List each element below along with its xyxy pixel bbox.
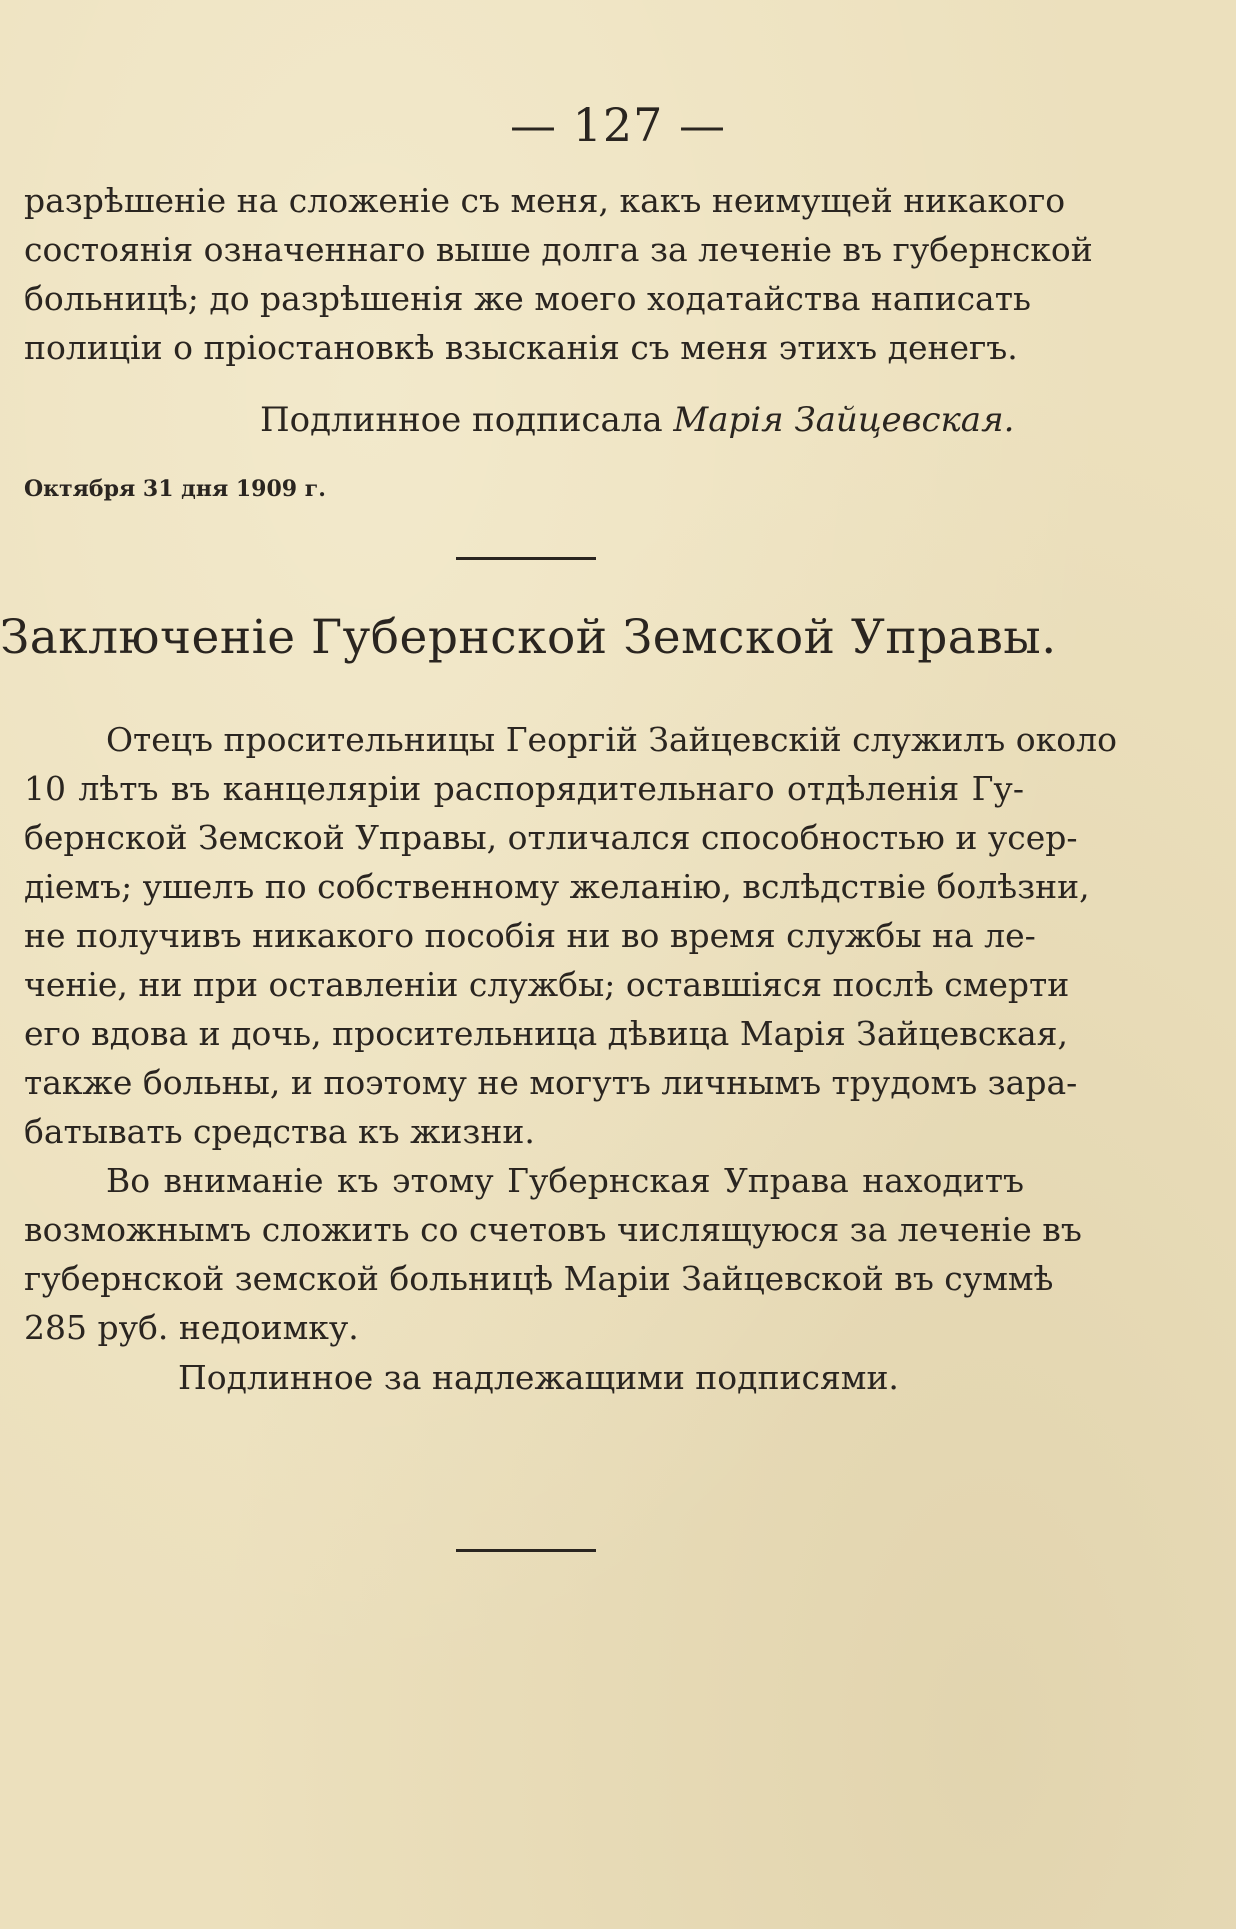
text-line: Отецъ просительницы Георгій Зайцевскій служилъ около — [106, 720, 1117, 759]
page-number: — 127 — — [509, 98, 727, 152]
text-line: полиціи о пріостановкѣ взысканія съ меня этихъ денегъ. — [24, 328, 1018, 367]
text-line: губернской земской больницѣ Маріи Зайцевской въ суммѣ — [24, 1259, 1054, 1298]
signature-line — [260, 400, 1014, 440]
text-line: ченіе, ни при оставленіи службы; оставшіяся послѣ смерти — [24, 965, 1070, 1004]
text-line: состоянія означеннаго выше долга за леченіе въ губернской — [24, 230, 1093, 269]
text-line: 285 руб. недоимку. — [24, 1308, 359, 1347]
text-line: больницѣ; до разрѣшенія же моего ходатайства написать — [24, 279, 1031, 318]
section-divider — [456, 1549, 596, 1552]
conclusion-text — [24, 715, 1117, 1352]
text-line: діемъ; ушелъ по собственному желанію, вслѣдствіе болѣзни, — [24, 867, 1090, 906]
text-line: возможнымъ сложить со счетовъ числящуюся за леченіе въ — [24, 1210, 1082, 1249]
text-line: батывать средства къ жизни. — [24, 1112, 535, 1151]
text-line: также больны, и поэтому не могутъ личнымъ трудомъ зара- — [24, 1063, 1078, 1102]
text-line: бернской Земской Управы, отличался способностью и усер- — [24, 818, 1078, 857]
petition-date: Октября 31 дня 1909 г. — [24, 476, 326, 502]
text-line: 10 лѣтъ въ канцеляріи распорядительнаго отдѣленія Гу- — [24, 769, 1024, 808]
section-divider — [456, 557, 596, 560]
petition-text — [24, 176, 1093, 372]
closing-line: Подлинное за надлежащими подписями. — [178, 1358, 899, 1397]
section-heading: Заключеніе Губернской Земской Управы. — [0, 610, 1057, 665]
text-line: разрѣшеніе на сложеніе съ меня, какъ неимущей никакого — [24, 181, 1066, 220]
signature-name: Марія Зайцевская. — [673, 400, 1015, 440]
text-line: его вдова и дочь, просительница дѣвица Марія Зайцевская, — [24, 1014, 1068, 1053]
signature-prefix: Подлинное подписала — [260, 400, 663, 440]
text-line: Во вниманіе къ этому Губернская Управа находитъ — [106, 1161, 1024, 1200]
text-line: не получивъ никакого пособія ни во время службы на ле- — [24, 916, 1036, 955]
